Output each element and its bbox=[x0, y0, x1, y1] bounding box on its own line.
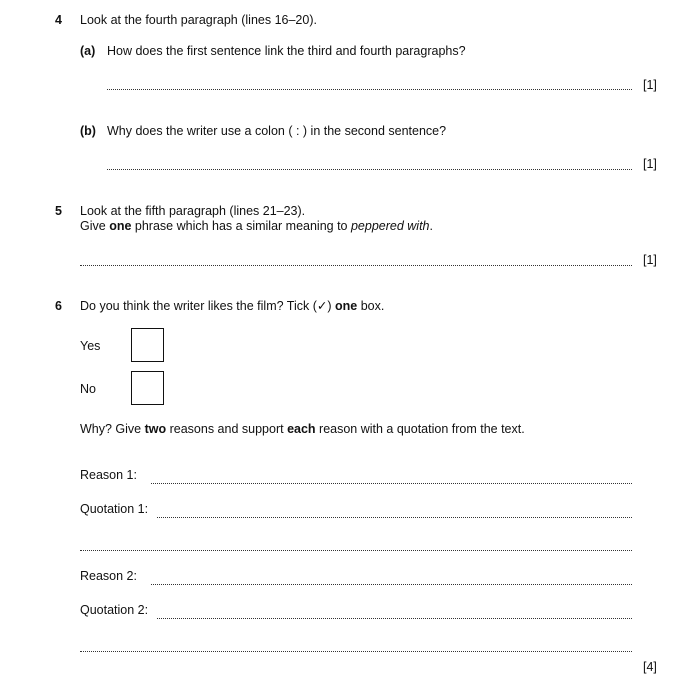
marks-5: [1] bbox=[643, 253, 657, 267]
quotation-2-label: Quotation 2: bbox=[80, 603, 149, 617]
question-6-why bbox=[80, 422, 525, 436]
answer-line-4a[interactable] bbox=[107, 89, 632, 90]
q5-text-mid: phrase which has a similar meaning to bbox=[131, 219, 351, 233]
q5-text-post: . bbox=[429, 219, 433, 233]
q6-text-pre: Do you think the writer likes the film? Tick (✓) bbox=[80, 299, 335, 313]
marks-6: [4] bbox=[643, 660, 657, 674]
marks-4a: [1] bbox=[643, 78, 657, 92]
question-4-number: 4 bbox=[55, 13, 62, 27]
tick-box-no[interactable] bbox=[131, 371, 164, 405]
q5-text-pre: Give bbox=[80, 219, 110, 233]
question-6-prompt bbox=[80, 299, 384, 313]
question-6-number: 6 bbox=[55, 299, 62, 313]
why-text-1: Why? Give bbox=[80, 422, 145, 436]
question-4b-text: Why does the writer use a colon ( : ) in the second sentence? bbox=[107, 124, 447, 138]
q6-emphasis-one: one bbox=[335, 299, 358, 313]
question-5-number: 5 bbox=[55, 204, 62, 218]
quotation-1-line[interactable] bbox=[157, 517, 632, 518]
marks-4b: [1] bbox=[643, 157, 657, 171]
question-5-instruction bbox=[80, 219, 433, 233]
question-4a-text: How does the first sentence link the third and fourth paragraphs? bbox=[107, 44, 466, 58]
tick-box-yes[interactable] bbox=[131, 328, 164, 362]
reason-2-label: Reason 2: bbox=[80, 569, 137, 583]
quotation-2-line-2[interactable] bbox=[80, 651, 632, 652]
question-4a-label: (a) bbox=[80, 44, 96, 58]
reason-1-line[interactable] bbox=[151, 483, 632, 484]
question-4b-label: (b) bbox=[80, 124, 96, 138]
why-text-2: reasons and support bbox=[166, 422, 288, 436]
answer-line-4b[interactable] bbox=[107, 169, 632, 170]
question-4-prompt: Look at the fourth paragraph (lines 16–20). bbox=[80, 13, 317, 27]
quotation-2-line[interactable] bbox=[157, 618, 632, 619]
why-emphasis-each: each bbox=[287, 422, 316, 436]
why-text-3: reason with a quotation from the text. bbox=[315, 422, 525, 436]
q5-emphasis-one: one bbox=[109, 219, 132, 233]
why-emphasis-two: two bbox=[144, 422, 167, 436]
q6-text-post: box. bbox=[357, 299, 385, 313]
reason-1-label: Reason 1: bbox=[80, 468, 137, 482]
option-yes-label: Yes bbox=[80, 339, 101, 353]
reason-2-line[interactable] bbox=[151, 584, 632, 585]
q5-phrase: peppered with bbox=[350, 219, 430, 233]
question-5-prompt: Look at the fifth paragraph (lines 21–23). bbox=[80, 204, 306, 218]
answer-line-5[interactable] bbox=[80, 265, 632, 266]
quotation-1-line-2[interactable] bbox=[80, 550, 632, 551]
option-no-label: No bbox=[80, 382, 96, 396]
quotation-1-label: Quotation 1: bbox=[80, 502, 149, 516]
